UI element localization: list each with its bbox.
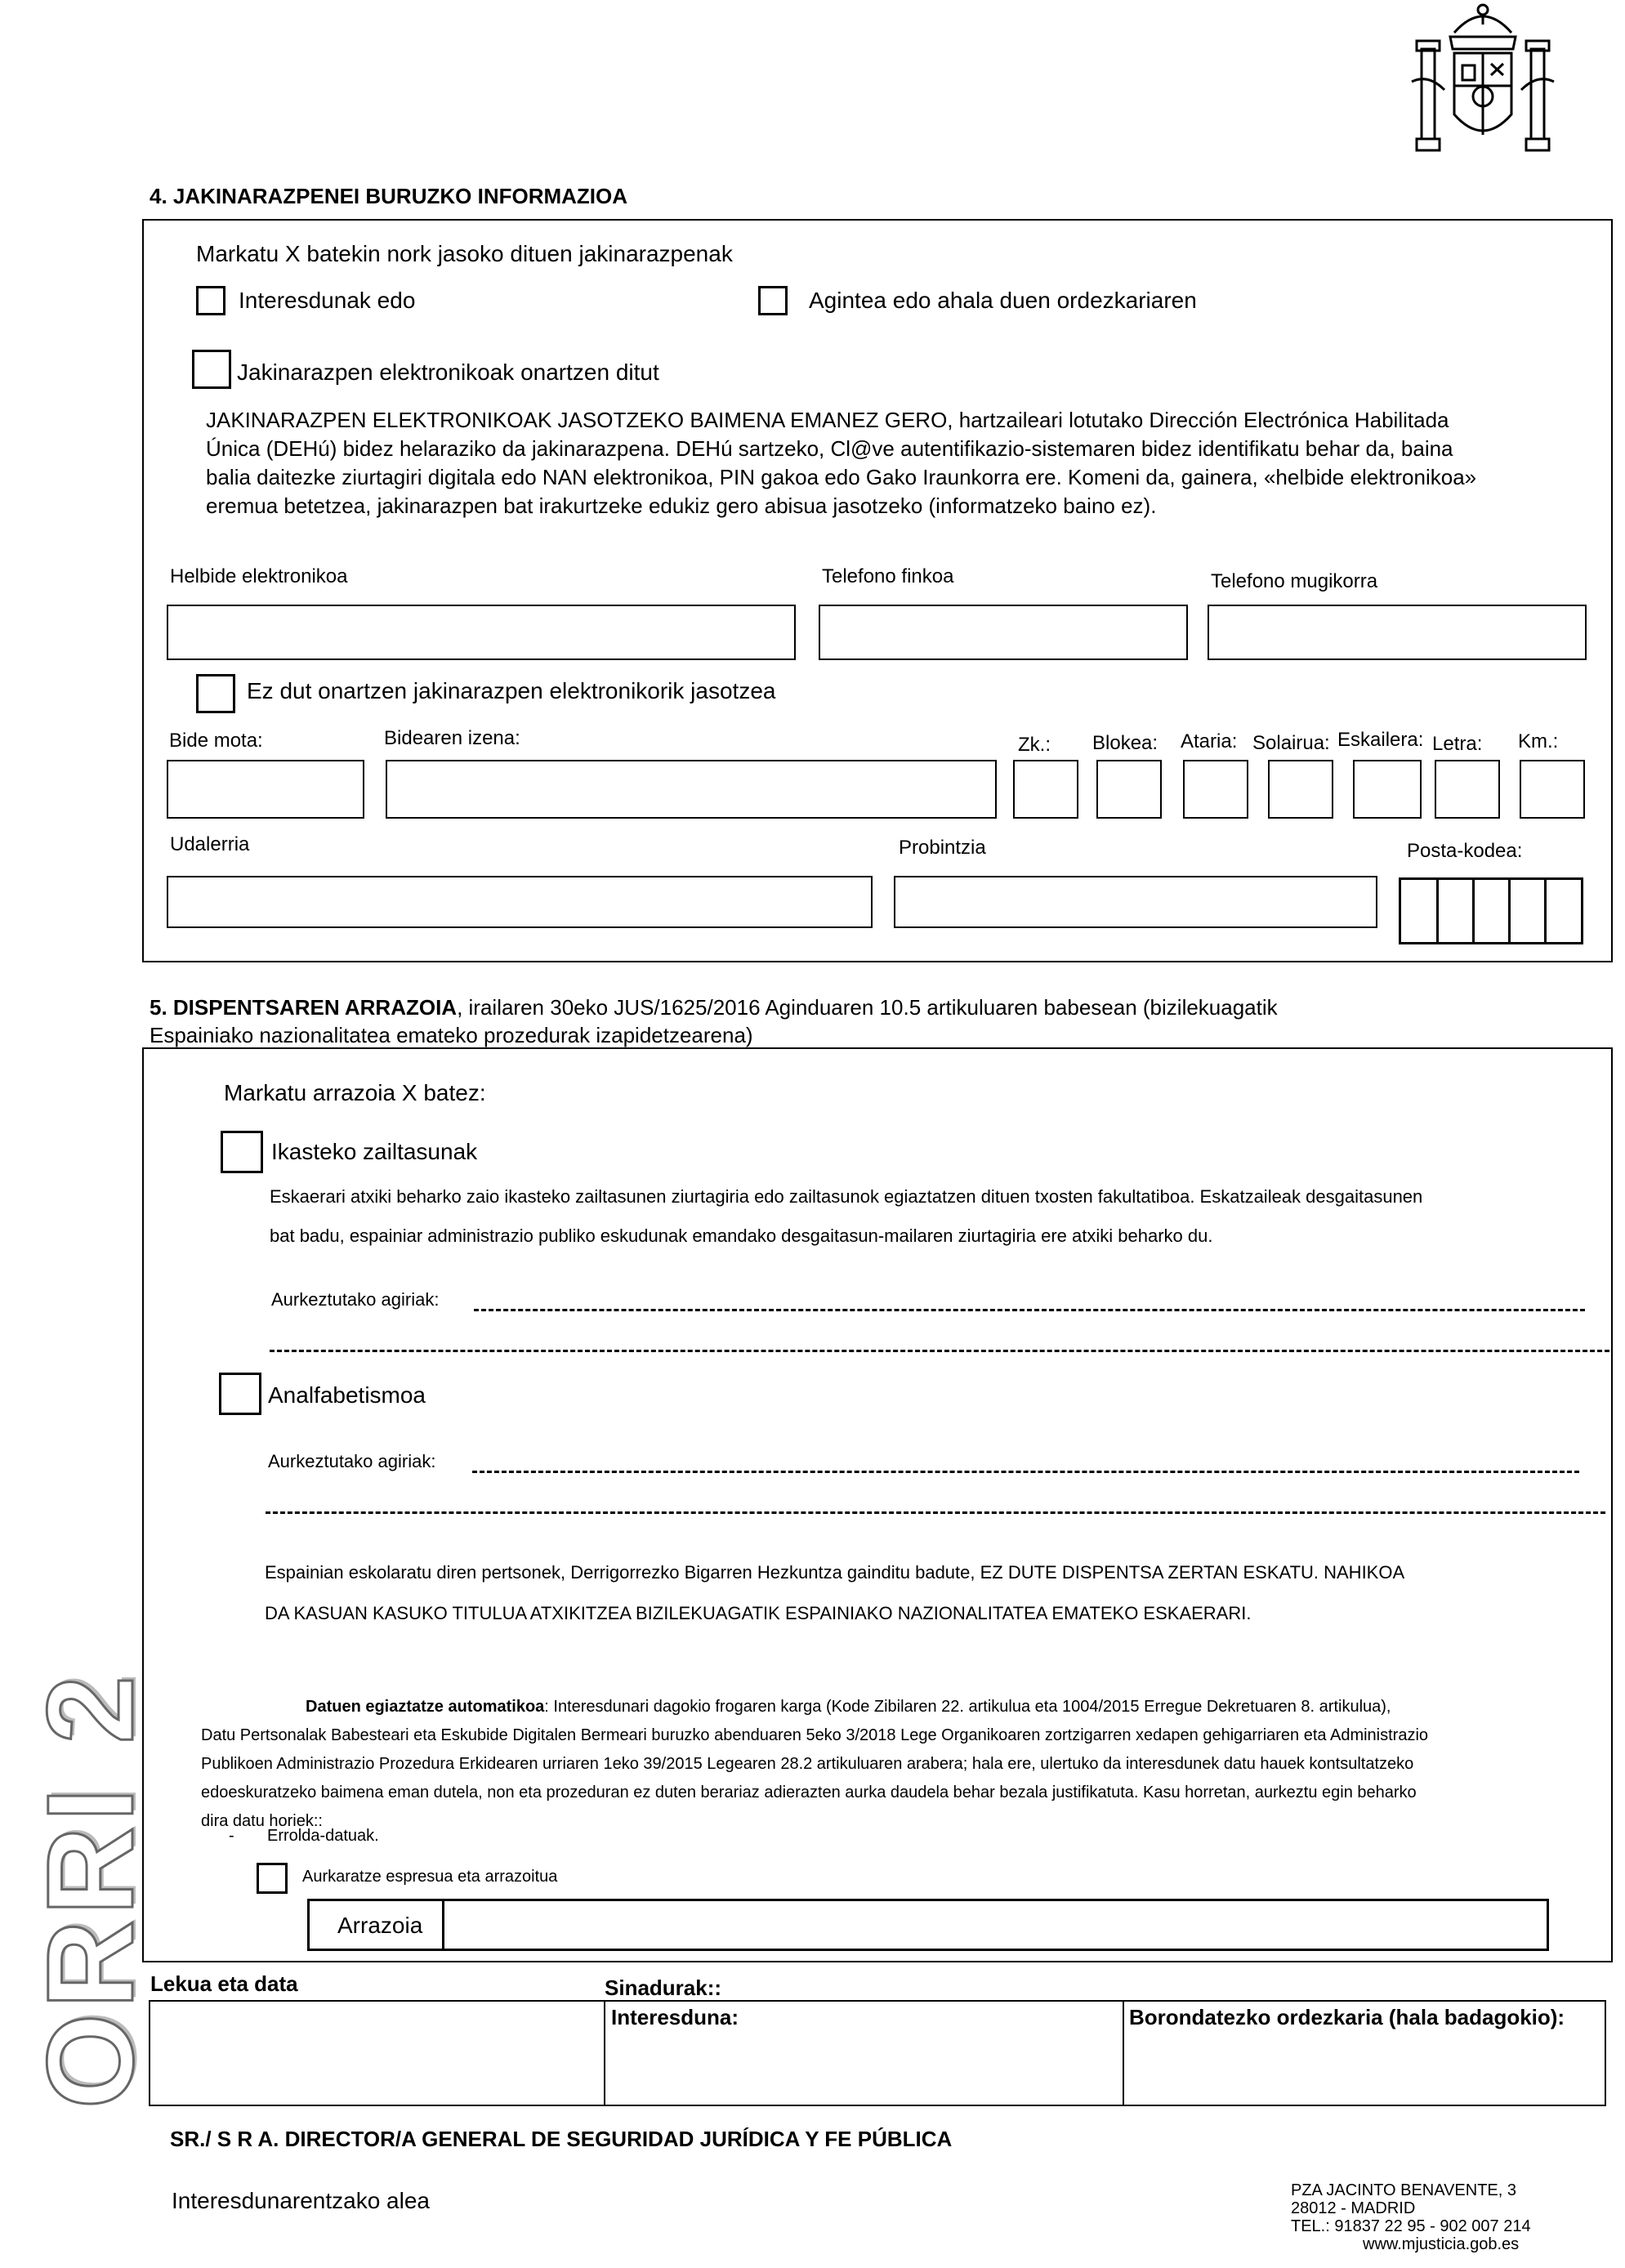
postal-code-label: Posta-kodea:	[1407, 840, 1523, 862]
electronic-info-text: JAKINARAZPEN ELEKTRONIKOAK JASOTZEKO BAIMENA EMANEZ GERO, hartzaileari lotutako Dirección Electrónica Habilitada Única (DEHú) bidez helaraziko da jakinarazpena. DEHú sartzeko, Cl@ve autentifikazio-sistemaren bidez identifikatu behar da, baina balia daitezke ziurtagiri digitala edo NAN elektronikoa, PIN gakoa edo Gako Iraunkorra ere. Komeni da, gainera, «helbide elektronikoa» eremua betetzea, jakinarazpen bat irakurtzeke edukiz gero abisua jasotzeko (informatzeko baino ez).	[206, 408, 1477, 518]
side-label	[21, 1671, 158, 2136]
interested-signature-label: Interesduna:	[611, 2005, 739, 2029]
section5-title-line2: Espainiako nazionalitatea emateko prozedurak izapidetzearena)	[150, 1023, 753, 1047]
letter-label: Letra:	[1432, 733, 1483, 755]
learning-desc-1: Eskaerari atxiki beharko zaio ikasteko zailtasunen ziurtagiria edo zailtasunok egiaztatzen dituen txosten fakultatiboa. Eskatzaileak desgaitasunen	[270, 1186, 1423, 1207]
docs-line-1a[interactable]	[474, 1309, 1585, 1311]
checkbox-accept-electronic[interactable]	[192, 350, 231, 389]
block-field[interactable]	[1096, 760, 1162, 819]
landline-label: Telefono finkoa	[822, 565, 954, 587]
coat-of-arms-icon	[1405, 0, 1560, 163]
objection-label: Aurkaratze espresua eta arrazoitua	[302, 1868, 558, 1886]
illiteracy-label: Analfabetismoa	[268, 1382, 426, 1408]
section4-box	[142, 219, 1613, 962]
option-interested-label: Interesdunak edo	[239, 288, 416, 313]
docs-label-2: Aurkeztutako agiriak:	[268, 1451, 436, 1471]
block-label: Blokea:	[1092, 732, 1158, 754]
checkbox-illiteracy[interactable]	[219, 1373, 261, 1415]
reject-electronic-label: Ez dut onartzen jakinarazpen elektronikorik jasotzea	[247, 678, 776, 703]
street-type-field[interactable]	[167, 760, 364, 819]
street-name-field[interactable]	[386, 760, 997, 819]
number-field[interactable]	[1013, 760, 1078, 819]
accept-electronic-label: Jakinarazpen elektronikoak onartzen ditut	[237, 359, 659, 385]
floor-field[interactable]	[1268, 760, 1333, 819]
stair-label: Eskailera:	[1337, 729, 1424, 751]
copy-label: Interesdunarentzako alea	[172, 2188, 430, 2213]
reason-label: Arrazoia	[337, 1913, 423, 1938]
section4-mark-label: Markatu X batekin nork jasoko dituen jakinarazpenak	[196, 241, 733, 266]
email-field[interactable]	[167, 605, 796, 660]
representative-signature-field[interactable]	[1124, 2034, 1603, 2105]
checkbox-interested[interactable]	[196, 286, 225, 315]
signatures-label: Sinadurak::	[605, 1976, 722, 2000]
section5-mark-label: Markatu arrazoia X batez:	[224, 1080, 486, 1105]
school-note-1: Espainian eskolaratu diren pertsonek, Derrigorrezko Bigarren Hezkuntza gainditu badute, EZ DUTE DISPENTSA ZERTAN ESKATU. NAHIKOA	[265, 1562, 1405, 1583]
learning-label: Ikasteko zailtasunak	[271, 1139, 478, 1164]
municipality-field[interactable]	[167, 876, 873, 928]
bullet-dash: -	[229, 1827, 234, 1845]
bullet-text: Errolda-datuak.	[267, 1827, 379, 1845]
docs-label-1: Aurkeztutako agiriak:	[271, 1289, 440, 1310]
auto-verification-text: Datuen egiaztatze automatikoa: Interesdunari dagokio frogaren karga (Kode Zibilaren 22. artikulua eta 1004/2015 Erregue Dekretuaren 8. artikulua), Datu Pertsonalak Babesteari eta Eskubide Digitalen Bermeari buruzko abenduaren 5eko 3/2018 Lege Organikoaren zortzigarren xedapen gehigarriaren eta Administrazio Publikoen Administrazio Prozedura Erkidearen urriaren 1eko 39/2015 Legearen 28.2 artikuluaren arabera; hala ere, ulertuko da interesdunek datu hauek kontsultatzeko edoeskuratzeko baimena eman dutela, non eta prozeduran ez duten berariaz adierazten aurka daudela behar bezala justifikatuta. Kasu horretan, aurkeztu egin beharko dira datu horiek::	[201, 1698, 1429, 1830]
km-label: Km.:	[1518, 730, 1559, 752]
address-block: PZA JACINTO BENAVENTE, 3 28012 - MADRID TEL.: 91837 22 95 - 902 007 214 www.mjusticia.gob.es	[1291, 2181, 1531, 2253]
option-representative-label: Agintea edo ahala duen ordezkariaren	[809, 288, 1197, 313]
mobile-label: Telefono mugikorra	[1211, 570, 1378, 592]
reason-field[interactable]	[307, 1899, 1549, 1951]
province-field[interactable]	[894, 876, 1377, 928]
province-label: Probintzia	[899, 837, 986, 859]
interested-signature-field[interactable]	[605, 2034, 1119, 2105]
municipality-label: Udalerria	[170, 833, 250, 855]
portal-label: Ataria:	[1181, 730, 1238, 752]
portal-field[interactable]	[1183, 760, 1248, 819]
learning-desc-2: bat badu, espainiar administrazio publiko eskudunak emandako desgaitasun-mailaren ziurtagiria ere atxiki beharko du.	[270, 1226, 1213, 1246]
section5-title: 5. DISPENTSAREN ARRAZOIA, irailaren 30eko JUS/1625/2016 Aginduaren 10.5 artikuluaren babesean (bizilekuagatik	[150, 995, 1278, 1020]
letter-field[interactable]	[1435, 760, 1500, 819]
landline-field[interactable]	[819, 605, 1188, 660]
checkbox-learning[interactable]	[221, 1131, 263, 1173]
place-date-label: Lekua eta data	[150, 1971, 298, 1996]
docs-line-2a[interactable]	[472, 1471, 1579, 1473]
checkbox-representative[interactable]	[758, 286, 788, 315]
postal-code-field[interactable]	[1399, 877, 1583, 944]
section4-title: 4. JAKINARAZPENEI BURUZKO INFORMAZIOA	[150, 184, 628, 208]
checkbox-objection[interactable]	[257, 1863, 288, 1894]
km-field[interactable]	[1520, 760, 1585, 819]
place-date-field[interactable]	[150, 2002, 602, 2105]
checkbox-reject-electronic[interactable]	[196, 674, 235, 713]
docs-line-1b[interactable]	[270, 1350, 1609, 1352]
side-label-text: ORRI 2	[21, 1671, 158, 2110]
docs-line-2b[interactable]	[266, 1511, 1605, 1514]
floor-label: Solairua:	[1252, 732, 1330, 754]
representative-signature-label: Borondatezko ordezkaria (hala badagokio):	[1129, 2005, 1565, 2029]
school-note-2: DA KASUAN KASUKO TITULUA ATXIKITZEA BIZILEKUAGATIK ESPAINIAKO NAZIONALITATEA EMATEKO ESKAERARI.	[265, 1603, 1252, 1623]
stair-field[interactable]	[1353, 760, 1422, 819]
addressee: SR./ S R A. DIRECTOR/A GENERAL DE SEGURIDAD JURÍDICA Y FE PÚBLICA	[170, 2127, 953, 2151]
number-label: Zk.:	[1018, 734, 1051, 756]
email-label: Helbide elektronikoa	[170, 565, 348, 587]
street-type-label: Bide mota:	[169, 730, 263, 752]
mobile-field[interactable]	[1208, 605, 1587, 660]
street-name-label: Bidearen izena:	[384, 727, 520, 749]
